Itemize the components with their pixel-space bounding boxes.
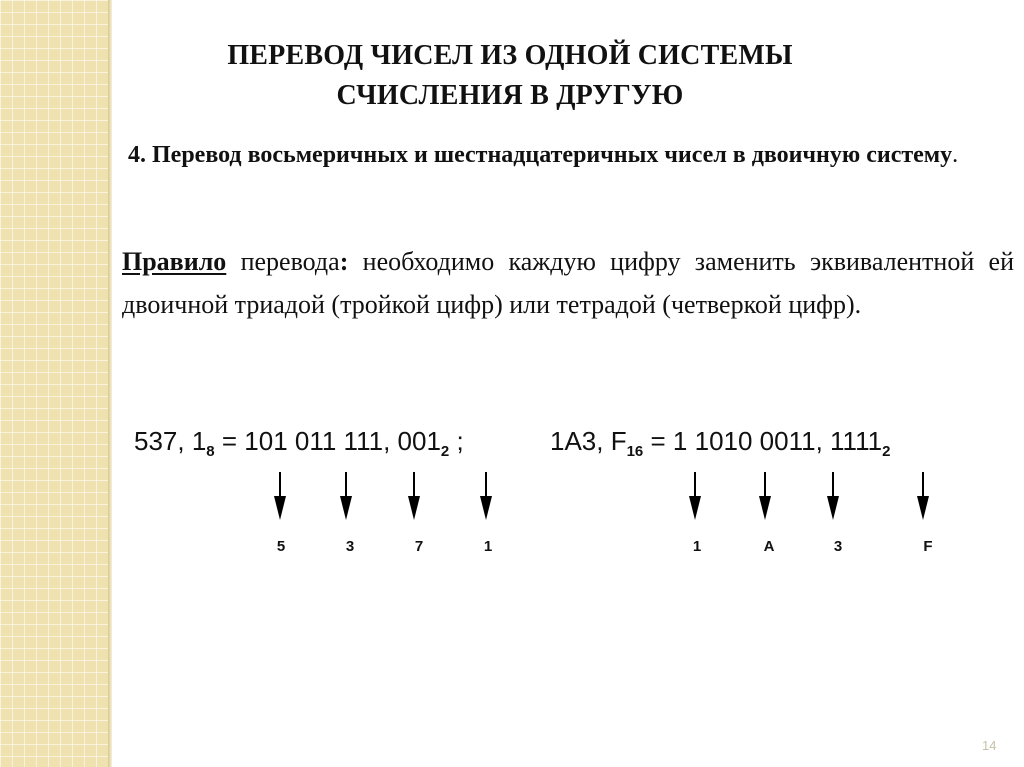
arrow-hex-1 bbox=[689, 472, 701, 520]
slide-title-line-2: СЧИСЛЕНИЯ В ДРУГУЮ bbox=[336, 80, 684, 111]
octal-binary-base: 2 bbox=[440, 443, 450, 460]
rule-colon: : bbox=[339, 247, 349, 276]
octal-binary: 101 011 111, 001 bbox=[244, 426, 441, 456]
slide-title-line-1: ПЕРЕВОД ЧИСЕЛ ИЗ ОДНОЙ СИСТЕМЫ bbox=[227, 40, 793, 71]
hex-digit-3: 3 bbox=[833, 538, 843, 555]
hex-digit-2: A bbox=[763, 538, 775, 555]
arrow-octal-5 bbox=[274, 472, 286, 520]
hex-equals: = bbox=[643, 426, 673, 456]
hex-binary-base: 2 bbox=[882, 443, 891, 460]
formula-separator: ; bbox=[449, 426, 464, 456]
octal-digit-4: 1 bbox=[483, 538, 493, 555]
octal-digit-1: 5 bbox=[276, 538, 286, 555]
arrow-hex-a bbox=[759, 472, 771, 520]
octal-base: 8 bbox=[206, 443, 215, 460]
rule-text: необходимо каждую цифру заменить эквивалентной ей двоичной триадой (тройкой цифр) или тетрадой (четверкой цифр). bbox=[122, 247, 1014, 319]
hex-binary: 1 1010 0011, 1111 bbox=[672, 426, 883, 456]
hex-digit-1: 1 bbox=[692, 538, 702, 555]
hex-number: 1A3, F bbox=[550, 426, 627, 456]
octal-digit-3: 7 bbox=[414, 538, 424, 555]
octal-number: 537, 1 bbox=[134, 426, 207, 456]
subtitle-text: 4. Перевод восьмеричных и шестнадцатеричных чисел в двоичную систему bbox=[128, 142, 953, 168]
hex-base: 16 bbox=[626, 443, 644, 460]
arrow-octal-3 bbox=[340, 472, 352, 520]
page-number: 14 bbox=[982, 738, 997, 753]
rule-label: перевода bbox=[226, 247, 340, 276]
arrow-octal-7 bbox=[408, 472, 420, 520]
octal-equals: = bbox=[214, 426, 245, 456]
arrow-hex-3 bbox=[827, 472, 839, 520]
octal-digit-2: 3 bbox=[345, 538, 355, 555]
arrow-octal-1 bbox=[480, 472, 492, 520]
arrow-hex-f bbox=[917, 472, 929, 520]
hex-digit-4: F bbox=[923, 538, 933, 555]
rule-keyword: Правило bbox=[122, 247, 227, 276]
subtitle-period: . bbox=[952, 142, 959, 168]
